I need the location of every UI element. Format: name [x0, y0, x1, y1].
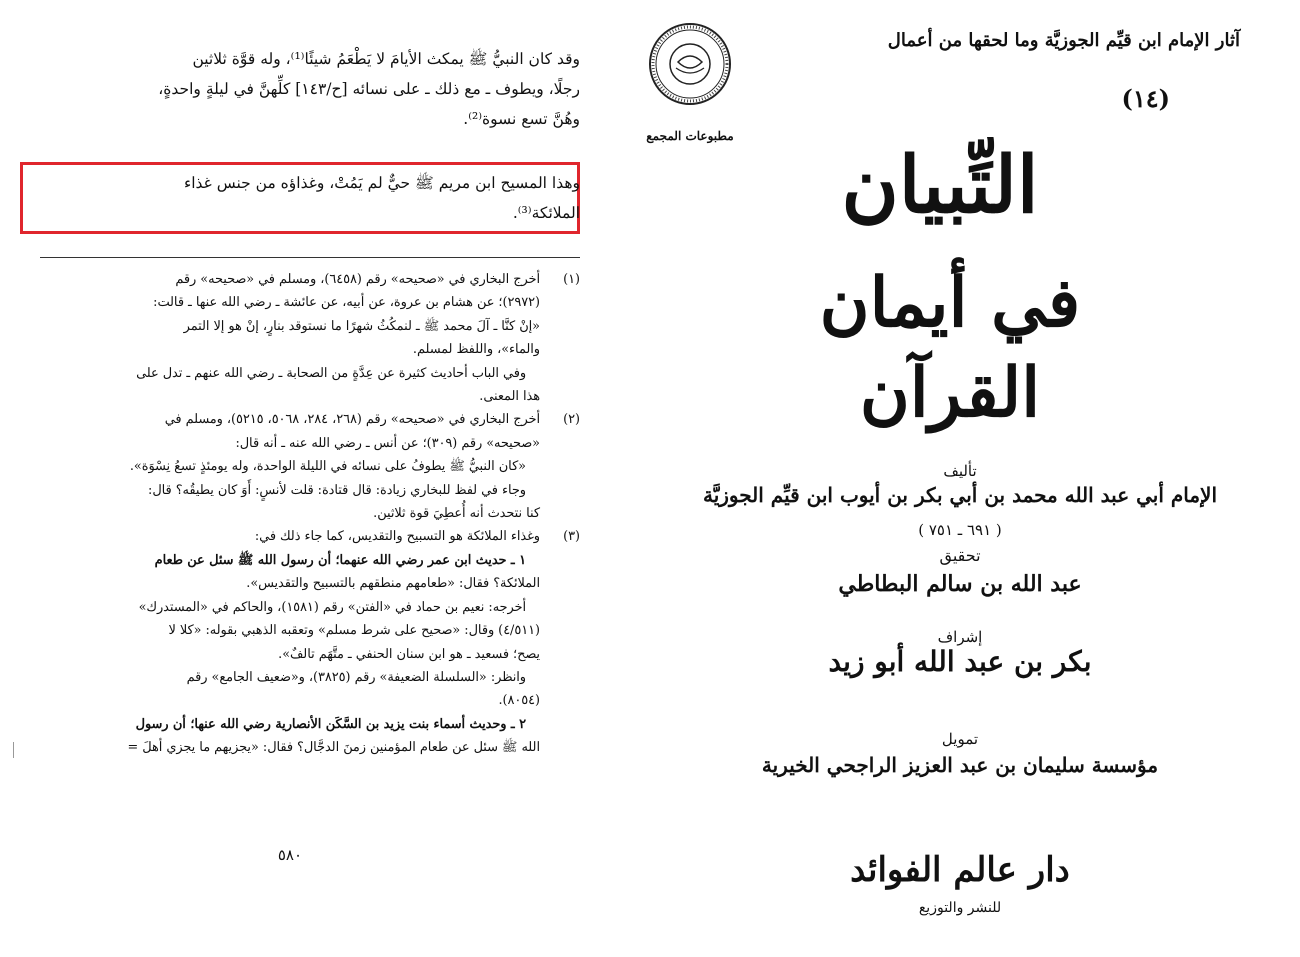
margin-mark — [13, 742, 14, 758]
supervision-label: إشراف — [937, 628, 983, 646]
footnote-line: أخرجه: نعيم بن حماد في «الفتن» رقم (١٥٨١)، والحاكم في «المستدرك» — [138, 599, 526, 615]
footnote-1 — [20, 268, 580, 408]
publisher-name: دار عالم الفوائد — [850, 850, 1070, 890]
footnote-line: الملائكة؟ فقال: «طعامهم منطقهم بالتسبيح والتقديس». — [246, 576, 540, 592]
authorship-label: تأليف — [943, 462, 977, 480]
footnote-line: «صحيحه» رقم (٣٠٩)؛ عن أنس ـ رضي الله عنه ـ أنه قال: — [235, 435, 540, 451]
footnote-line: «كان النبيُّ ﷺ يطوفُ على نسائه في الليلة الواحدة، وله يومئذٍ تسعُ نِسْوَة». — [129, 459, 526, 475]
page-number: ٥٨٠ — [277, 846, 302, 864]
footnote-line: ١ ـ حديث ابن عمر رضي الله عنهما؛ أن رسول الله ﷺ سئل عن طعام — [154, 552, 526, 568]
editor-name: عبد الله بن سالم البطاطي — [838, 571, 1082, 597]
footnote-line: (٢٩٧٢)؛ عن هشام بن عروة، عن أبيه، عن عائشة ـ رضي الله عنها ـ قالت: — [153, 295, 540, 311]
highlighted-paragraph — [40, 168, 580, 228]
footnote-line: (٤/٥١١) وقال: «صحيح على شرط مسلم» وتعقبه الذهبي بقوله: «كلا لا — [168, 623, 540, 639]
text-line: وهُنَّ تسع نسوة⁽²⁾. — [463, 110, 580, 128]
text-line: الملائكة⁽³⁾. — [512, 204, 580, 222]
funding-label: تمويل — [941, 730, 979, 748]
editing-label: تحقيق — [939, 546, 981, 565]
text-line: وهذا المسيح ابن مريم ﷺ حيٌّ لم يَمُتْ، وغذاؤه من جنس غذاء — [183, 174, 580, 192]
publisher-subtitle: للنشر والتوزيع — [918, 900, 1002, 916]
footnotes — [20, 268, 580, 760]
seal-caption: مطبوعات المجمع — [646, 129, 734, 143]
footnote-line: ٢ ـ وحديث أسماء بنت يزيد بن السَّكَن الأنصارية رضي الله عنها؛ أن رسول — [135, 716, 526, 732]
series-title: آثار الإمام ابن قيِّم الجوزيَّة وما لحقها من أعمال — [887, 30, 1240, 51]
footnote-line: والماء»، واللفظ لمسلم. — [412, 342, 540, 358]
footnote-2 — [20, 408, 580, 525]
funder-name: مؤسسة سليمان بن عبد العزيز الراجحي الخيرية — [761, 753, 1159, 777]
right-page — [620, 0, 1300, 957]
supervisor-name: بكر بن عبد الله أبو زيد — [828, 645, 1092, 678]
footnote-line: الله ﷺ سئل عن طعام المؤمنين زمنَ الدجَّال؟ فقال: «يجزيهم ما يجزي أهلَ = — [127, 740, 540, 756]
footnote-line: يصح؛ فسعيد ـ هو ابن سنان الحنفي ـ متَّهَم تالفٌ». — [278, 646, 540, 662]
footnote-number: (١) — [563, 272, 580, 287]
footnote-3 — [20, 525, 580, 759]
footnote-number: (٣) — [563, 529, 580, 545]
book-title-sub: في أيمان القرآن — [819, 263, 1081, 433]
footnote-line: وجاء في لفظ للبخاري زيادة: قال قتادة: قلت لأنسٍ: أَوَ كان يطيقُه؟ قال: — [148, 482, 526, 498]
footnote-line: وفي الباب أحاديث كثيرة عن عِدَّةٍ من الصحابة ـ رضي الله عنهم ـ تدل على — [136, 365, 526, 381]
author-name: الإمام أبي عبد الله محمد بن أبي بكر بن أيوب ابن قيِّم الجوزيَّة — [702, 483, 1218, 507]
text-line: رجلًا، ويطوف ـ مع ذلك ـ على نسائه [ح/١٤٣] كلِّهنَّ في ليلةٍ واحدةٍ، — [158, 80, 580, 98]
author-dates: ( ٦٩١ ـ ٧٥١ ) — [918, 521, 1002, 539]
volume-number: (١٤) — [1121, 84, 1170, 113]
footnote-line: وغذاء الملائكة هو التسبيح والتقديس، كما جاء ذلك في: — [254, 529, 540, 545]
footnote-divider — [40, 257, 580, 258]
footnote-line: كنا نتحدث أنه أُعطِيَ قوة ثلاثين. — [373, 506, 540, 522]
footnote-line: وانظر: «السلسلة الضعيفة» رقم (٣٨٢٥)، و«ضعيف الجامع» رقم — [186, 669, 526, 685]
footnote-line: «إنْ كنَّا ـ آلَ محمد ﷺ ـ لنمكُثُ شهرًا ما نستوقد بنارٍ، إنْ هو إلا التمر — [183, 318, 540, 334]
footnote-line: أخرج البخاري في «صحيحه» رقم (٢٦٨، ٢٨٤، ٥٠٦٨، ٥٢١٥)، ومسلم في — [164, 412, 540, 428]
body-paragraph — [40, 44, 580, 134]
book-title-main: التِّبيان — [841, 140, 1039, 231]
footnote-number: (٢) — [563, 412, 580, 428]
footnote-line: (٨٠٥٤). — [498, 693, 540, 709]
footnote-line: هذا المعنى. — [479, 389, 540, 405]
footnote-line: أخرج البخاري في «صحيحه» رقم (٦٤٥٨)، ومسلم في «صحيحه» رقم — [175, 272, 540, 287]
text-line: وقد كان النبيُّ ﷺ يمكث الأيامَ لا يَطْعَمُ شيئًا⁽¹⁾، وله قوَّة ثلاثين — [192, 50, 580, 68]
left-page — [0, 0, 620, 957]
publisher-seal-icon — [648, 22, 732, 106]
